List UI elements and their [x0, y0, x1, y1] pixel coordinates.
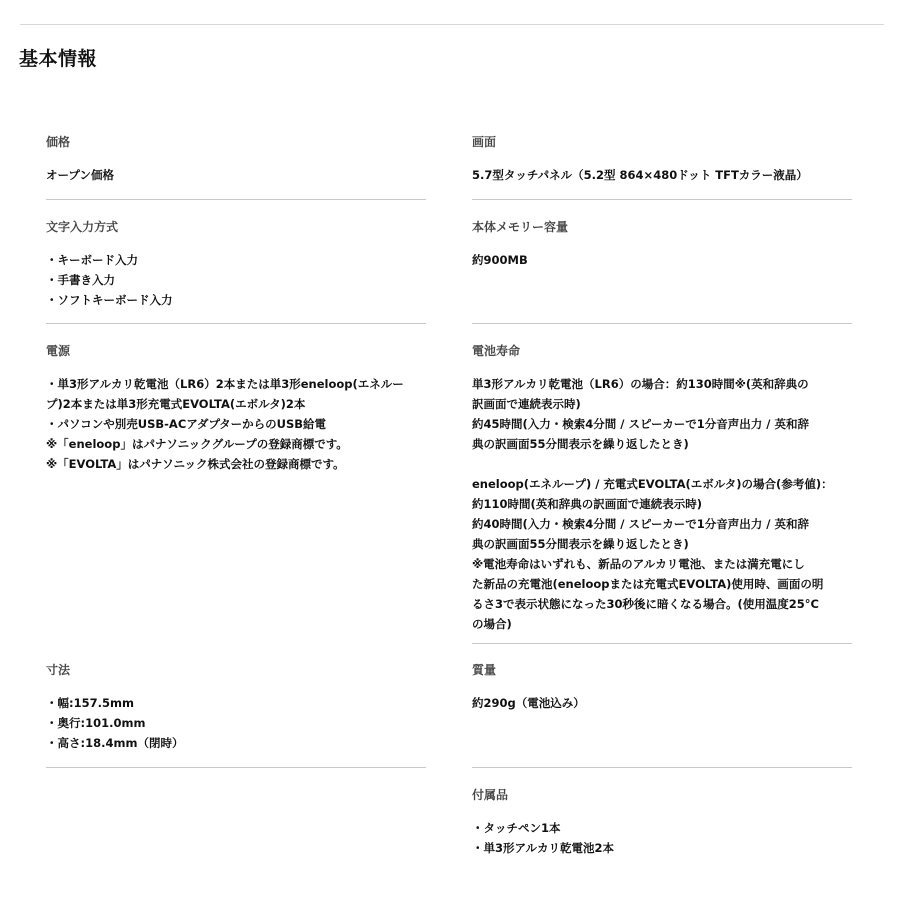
spec-value-line: オープン価格 — [46, 168, 114, 182]
spec-weight — [472, 662, 852, 768]
spacer — [472, 454, 854, 474]
spec-value-line: るさ3で表示状態になった30秒後に暗くなる場合。(使用温度25°C — [472, 597, 819, 611]
spec-accessories — [472, 787, 852, 867]
spec-battery-life — [472, 343, 852, 644]
spec-label: 電池寿命 — [472, 344, 521, 358]
spec-value-line: 約110時間(英和辞典の訳画面で連続表示時) — [472, 497, 703, 511]
spec-value-line: 典の訳画面55分間表示を繰り返したとき) — [472, 537, 689, 551]
spec-value — [472, 165, 854, 185]
spec-label: 文字入力方式 — [46, 220, 119, 234]
spec-value-line: 典の訳画面55分間表示を繰り返したとき) — [472, 437, 689, 451]
top-divider — [20, 24, 884, 25]
spec-value-line: ・単3形アルカリ乾電池（LR6）2本または単3形eneloop(エネルー — [46, 377, 404, 391]
spec-label: 本体メモリー容量 — [472, 220, 569, 234]
spec-value — [46, 374, 428, 474]
spec-value — [472, 250, 854, 270]
spec-value-line: ・手書き入力 — [46, 273, 115, 287]
spec-input-method — [46, 219, 426, 324]
spec-value-line: ・パソコンや別売USB-ACアダプターからのUSB給電 — [46, 417, 327, 431]
spec-value — [46, 250, 428, 310]
spec-value-line: ・単3形アルカリ乾電池2本 — [472, 841, 615, 855]
spec-value-line: の場合) — [472, 617, 512, 631]
spec-label: 寸法 — [46, 663, 71, 677]
spec-dimensions — [46, 662, 426, 768]
spec-value — [472, 818, 854, 858]
spec-value — [46, 165, 428, 185]
page-title: 基本情報 — [19, 48, 98, 70]
spec-value-line: ※「eneloop」はパナソニックグループの登録商標です。 — [46, 437, 348, 451]
spec-memory — [472, 219, 852, 324]
spec-screen — [472, 134, 852, 200]
spec-value — [472, 374, 854, 634]
spec-value-line: ・タッチペン1本 — [472, 821, 561, 835]
spec-value-line: ・幅:157.5mm — [46, 696, 134, 710]
spec-label: 価格 — [46, 135, 71, 149]
spec-value-line: ・奥行:101.0mm — [46, 716, 146, 730]
spec-value-line: プ)2本または単3形充電式EVOLTA(エボルタ)2本 — [46, 397, 306, 411]
spec-price — [46, 134, 426, 200]
spec-value-line: 約40時間(入力・検索4分間 / スピーカーで1分音声出力 / 英和辞 — [472, 517, 809, 531]
spec-label: 画面 — [472, 135, 497, 149]
spec-label: 付属品 — [472, 788, 509, 802]
spec-value-line: ・高さ:18.4mm（閉時） — [46, 736, 184, 750]
spec-value-line: 約900MB — [472, 253, 528, 267]
spec-value-line: ※「EVOLTA」はパナソニック株式会社の登録商標です。 — [46, 457, 345, 471]
spec-value-line: 訳画面で連続表示時) — [472, 397, 581, 411]
spec-value — [46, 693, 428, 753]
spec-power — [46, 343, 426, 483]
spec-value-line: ・キーボード入力 — [46, 253, 138, 267]
spec-value-line: 5.7型タッチパネル（5.2型 864×480ドット TFTカラー液晶） — [472, 168, 808, 182]
spec-label: 電源 — [46, 344, 71, 358]
spec-value-line: eneloop(エネループ) / 充電式EVOLTA(エボルタ)の場合(参考値)： — [472, 477, 833, 491]
spec-value-line: 約290g（電池込み） — [472, 696, 585, 710]
spec-value-line: た新品の充電池(eneloopまたは充電式EVOLTA)使用時、画面の明 — [472, 577, 824, 591]
spec-value-line: 約45時間(入力・検索4分間 / スピーカーで1分音声出力 / 英和辞 — [472, 417, 809, 431]
spec-value-line: ・ソフトキーボード入力 — [46, 293, 173, 307]
spec-value-line: 単3形アルカリ乾電池（LR6）の場合：約130時間※(英和辞典の — [472, 377, 809, 391]
spec-label: 質量 — [472, 663, 497, 677]
spec-value — [472, 693, 854, 713]
spec-value-line: ※電池寿命はいずれも、新品のアルカリ電池、または満充電にし — [472, 557, 805, 571]
